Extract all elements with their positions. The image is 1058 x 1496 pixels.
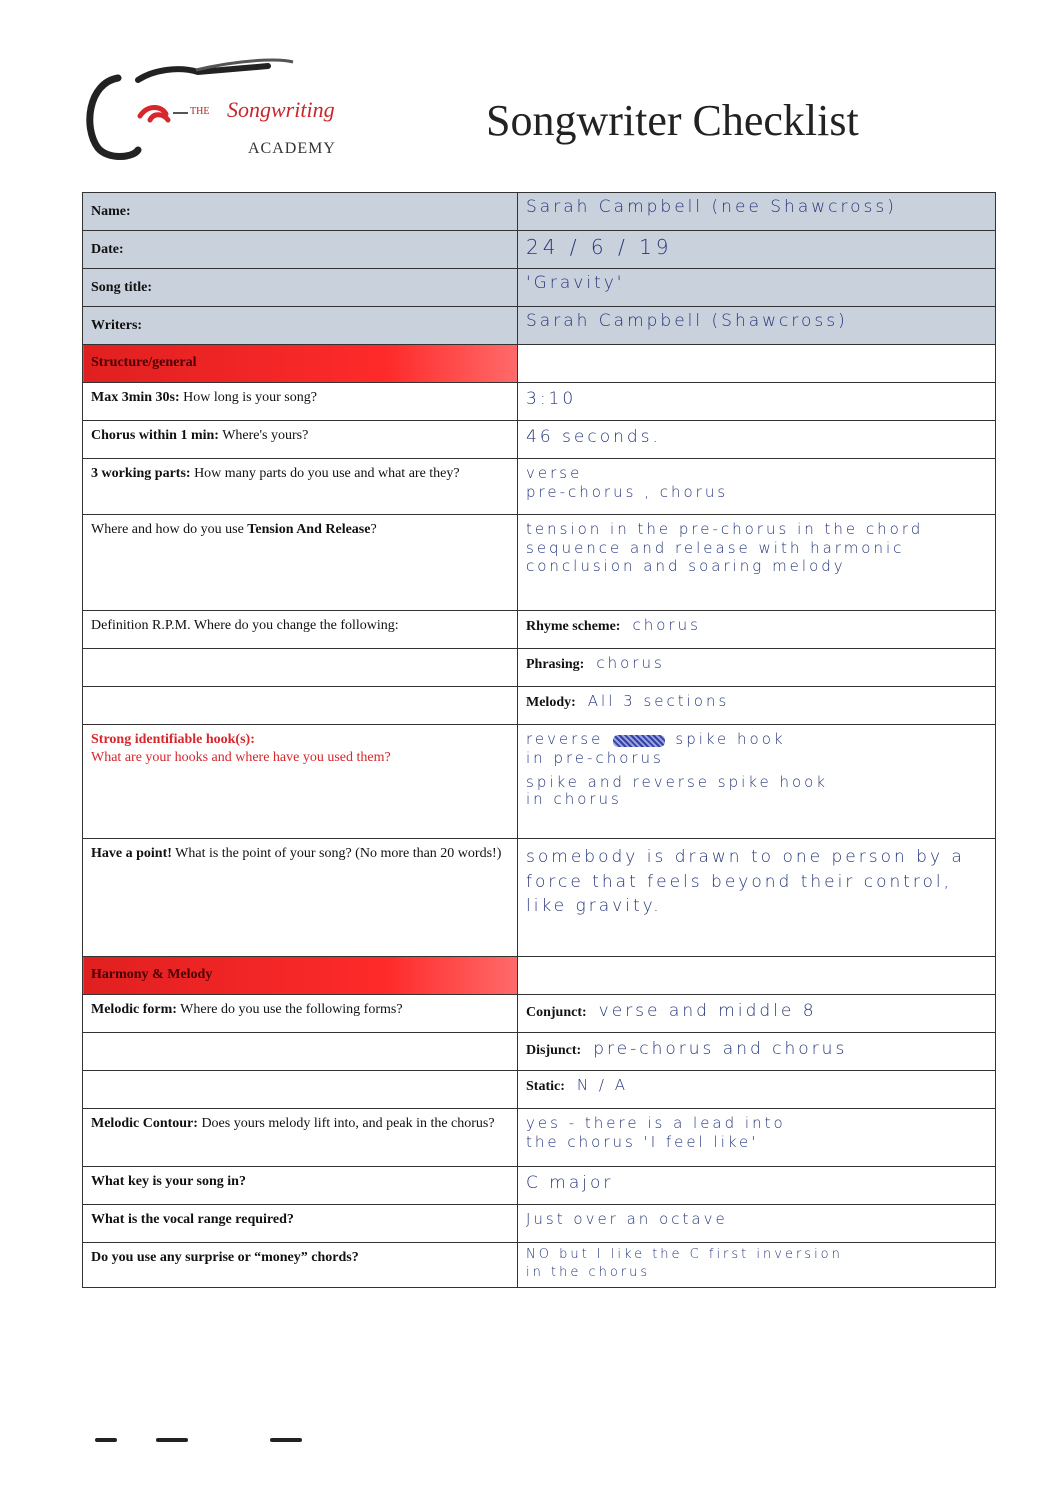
surprise-answer: NO but I like the C first inversion in the chorus xyxy=(526,1247,843,1280)
date-row xyxy=(83,231,996,269)
harmony-header-label: Harmony & Melody xyxy=(83,957,518,995)
static-label: Static: xyxy=(526,1079,565,1094)
conjunct-value: verse and middle 8 xyxy=(598,1001,817,1021)
rhyme-value: chorus xyxy=(632,616,701,634)
range-row xyxy=(83,1205,996,1243)
crossed-out-word-mark xyxy=(613,735,665,747)
hooks-answer-c: spike and reverse spike hook in chorus xyxy=(526,773,828,809)
point-row xyxy=(83,839,996,957)
contour-question: Does yours melody lift into, and peak in the chorus? xyxy=(201,1116,495,1131)
tension-lead: Tension And Release xyxy=(247,522,371,537)
scan-mark xyxy=(156,1438,188,1442)
parts-row xyxy=(83,459,996,515)
point-question: What is the point of your song? (No more than 20 words!) xyxy=(175,846,502,861)
writers-row xyxy=(83,307,996,345)
point-answer: somebody is drawn to one person by a force that feels beyond their control, like gravity. xyxy=(526,847,965,917)
checklist-table xyxy=(82,192,996,1288)
parts-answer: verse pre-chorus , chorus xyxy=(526,464,729,501)
length-lead: Max 3min 30s: xyxy=(91,390,180,405)
hooks-row xyxy=(83,725,996,839)
song-title-label: Song title: xyxy=(83,269,518,307)
date-value: 24 / 6 / 19 xyxy=(526,235,673,259)
key-answer: C major xyxy=(526,1173,614,1193)
harmony-section-header xyxy=(83,957,996,995)
chorus-row xyxy=(83,421,996,459)
rpm-rhyme-row xyxy=(83,611,996,649)
hooks-question: What are your hooks and where have you used them? xyxy=(91,749,391,765)
rhyme-label: Rhyme scheme: xyxy=(526,619,621,634)
static-row xyxy=(83,1071,996,1109)
structure-section-header xyxy=(83,345,996,383)
date-label: Date: xyxy=(83,231,518,269)
name-value: Sarah Campbell (nee Shawcross) xyxy=(526,197,897,217)
length-row xyxy=(83,383,996,421)
tension-question: Where and how do you use xyxy=(91,522,244,537)
static-value: N / A xyxy=(576,1076,628,1094)
contour-row xyxy=(83,1109,996,1167)
surprise-question: Do you use any surprise or “money” chords? xyxy=(83,1243,518,1288)
melody-value: All 3 sections xyxy=(587,692,730,710)
page-title: Songwriter Checklist xyxy=(486,96,859,145)
tension-answer: tension in the pre-chorus in the chord sequence and release with harmonic conclusion and soaring melody xyxy=(526,520,924,575)
structure-header-label: Structure/general xyxy=(83,345,518,383)
tension-suffix: ? xyxy=(370,522,377,537)
surprise-row xyxy=(83,1243,996,1288)
melody-label: Melody: xyxy=(526,695,576,710)
length-question: How long is your song? xyxy=(183,390,317,405)
song-title-value: 'Gravity' xyxy=(526,273,625,293)
logo-brand-text: Songwriting xyxy=(227,97,335,122)
conjunct-label: Conjunct: xyxy=(526,1005,587,1020)
disjunct-row xyxy=(83,1033,996,1071)
hooks-answer-a: reverse xyxy=(526,730,604,748)
melodic-form-row xyxy=(83,995,996,1033)
logo-academy-text: ACADEMY xyxy=(248,140,336,157)
chorus-lead: Chorus within 1 min: xyxy=(91,428,219,443)
form-lead: Melodic form: xyxy=(91,1002,177,1017)
writers-value: Sarah Campbell (Shawcross) xyxy=(526,311,848,331)
name-label: Name: xyxy=(83,193,518,231)
scan-mark xyxy=(95,1438,117,1442)
form-question: Where do you use the following forms? xyxy=(180,1002,403,1017)
hooks-lead: Strong identifiable hook(s): xyxy=(91,732,255,747)
disjunct-label: Disjunct: xyxy=(526,1043,582,1058)
song-title-row xyxy=(83,269,996,307)
point-lead: Have a point! xyxy=(91,846,172,861)
rpm-melody-row xyxy=(83,687,996,725)
logo-the-text: THE xyxy=(190,106,210,117)
range-answer: Just over an octave xyxy=(526,1210,728,1228)
phrasing-value: chorus xyxy=(596,654,665,672)
chorus-question: Where's yours? xyxy=(222,428,309,443)
parts-lead: 3 working parts: xyxy=(91,466,191,481)
writers-label: Writers: xyxy=(83,307,518,345)
contour-answer: yes - there is a lead into the chorus 'I feel like' xyxy=(526,1114,786,1151)
tension-row xyxy=(83,515,996,611)
chorus-answer: 46 seconds. xyxy=(526,427,661,447)
parts-question: How many parts do you use and what are they? xyxy=(194,466,460,481)
scan-mark xyxy=(270,1438,302,1442)
contour-lead: Melodic Contour: xyxy=(91,1116,198,1131)
length-answer: 3:10 xyxy=(526,389,577,409)
key-question: What key is your song in? xyxy=(83,1167,518,1205)
rpm-phrasing-row xyxy=(83,649,996,687)
phrasing-label: Phrasing: xyxy=(526,657,585,672)
name-row xyxy=(83,193,996,231)
hooks-answer-b: spike hook in pre-chorus xyxy=(526,730,786,767)
key-row xyxy=(83,1167,996,1205)
range-question: What is the vocal range required? xyxy=(83,1205,518,1243)
disjunct-value: pre-chorus and chorus xyxy=(593,1039,848,1059)
rpm-question: Definition R.P.M. Where do you change the following: xyxy=(83,611,518,649)
